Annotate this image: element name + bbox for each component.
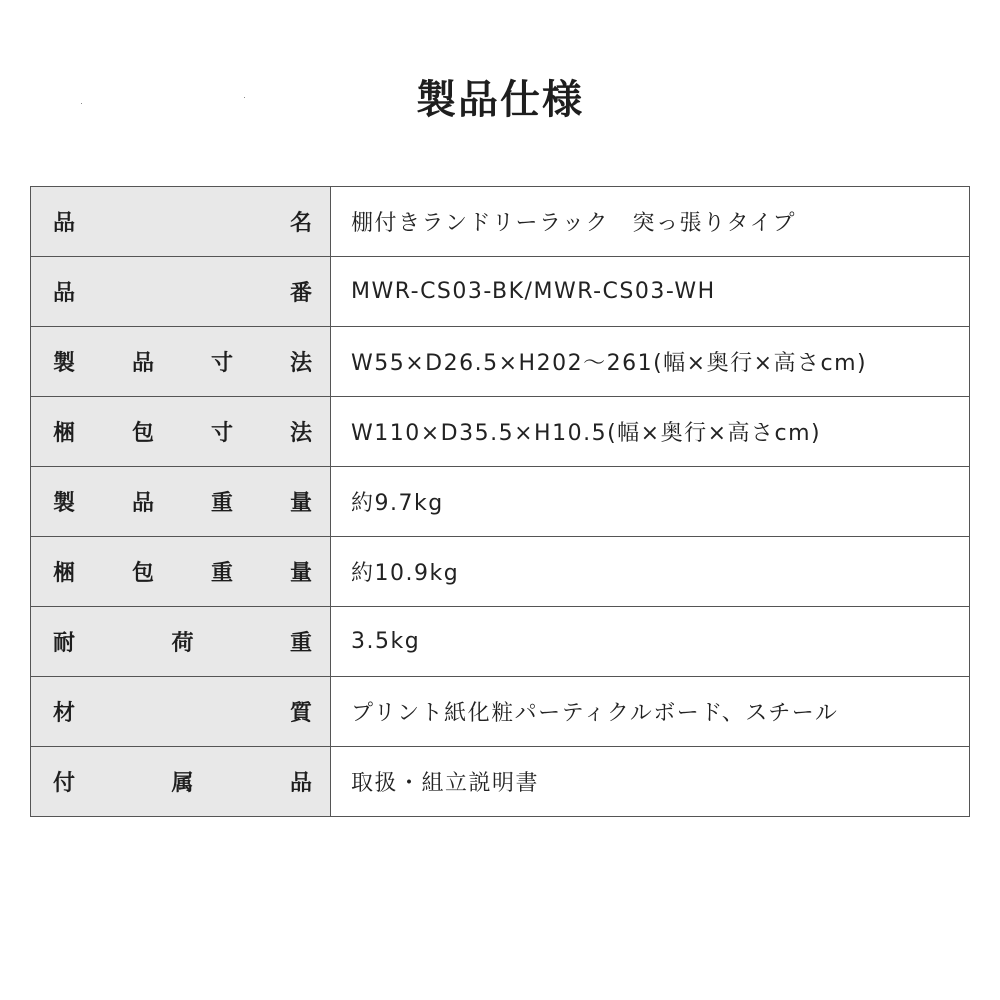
spec-label-char: 品 xyxy=(131,351,154,376)
spec-label-char: 包 xyxy=(131,421,154,446)
spec-value: MWR-CS03-BK/MWR-CS03-WH xyxy=(331,257,970,327)
spec-label xyxy=(31,276,330,307)
spec-label-char: 付 xyxy=(53,771,76,796)
spec-label-char: 寸 xyxy=(210,351,233,376)
spec-label-cell xyxy=(31,397,331,467)
spec-value: 3.5kg xyxy=(331,607,970,677)
spec-label-char: 量 xyxy=(289,491,312,516)
spec-label xyxy=(31,556,330,587)
spec-label-cell xyxy=(31,327,331,397)
spec-label-cell xyxy=(31,677,331,747)
spec-value: 棚付きランドリーラック 突っ張りタイプ xyxy=(331,187,970,257)
spec-label-char: 法 xyxy=(289,421,312,446)
spec-label-char: 属 xyxy=(171,771,194,796)
spec-label-char: 質 xyxy=(289,701,312,726)
spec-label-char: 包 xyxy=(131,561,154,586)
spec-label-char: 荷 xyxy=(171,631,194,656)
spec-row xyxy=(31,747,970,817)
spec-label-char: 寸 xyxy=(210,421,233,446)
spec-label-char: 名 xyxy=(289,211,312,236)
spec-value: 取扱・組立説明書 xyxy=(331,747,970,817)
spec-row xyxy=(31,327,970,397)
spec-label-cell xyxy=(31,257,331,327)
spec-label xyxy=(31,346,330,377)
spec-label xyxy=(31,766,330,797)
spec-row xyxy=(31,677,970,747)
spec-row xyxy=(31,467,970,537)
page-title: 製品仕様 xyxy=(416,77,584,123)
spec-label xyxy=(31,696,330,727)
spec-label-char: 量 xyxy=(289,561,312,586)
spec-value: W110×D35.5×H10.5(幅×奥行×高さcm) xyxy=(331,397,970,467)
spec-label-char: 重 xyxy=(210,561,233,586)
spec-label-cell xyxy=(31,537,331,607)
spec-label-char: 梱 xyxy=(53,421,76,446)
spec-value: W55×D26.5×H202〜261(幅×奥行×高さcm) xyxy=(331,327,970,397)
spec-label-char: 重 xyxy=(210,491,233,516)
spec-label xyxy=(31,416,330,447)
spec-label-cell xyxy=(31,607,331,677)
spec-row xyxy=(31,537,970,607)
spec-label xyxy=(31,626,330,657)
spec-label-char: 耐 xyxy=(53,631,76,656)
spec-label-char: 品 xyxy=(131,491,154,516)
spec-label-char: 製 xyxy=(53,351,76,376)
spec-label-cell xyxy=(31,467,331,537)
spec-label xyxy=(31,486,330,517)
spec-label-char: 重 xyxy=(289,631,312,656)
spec-label-char: 製 xyxy=(53,491,76,516)
spec-label xyxy=(31,206,330,237)
spec-value: プリント紙化粧パーティクルボード、スチール xyxy=(331,677,970,747)
spec-label-char: 品 xyxy=(289,771,312,796)
spec-label-char: 品 xyxy=(53,281,76,306)
spec-label-char: 梱 xyxy=(53,561,76,586)
spec-row xyxy=(31,397,970,467)
spec-value: 約10.9kg xyxy=(331,537,970,607)
spec-label-cell xyxy=(31,187,331,257)
spec-label-char: 法 xyxy=(289,351,312,376)
spec-label-char: 材 xyxy=(53,701,76,726)
spec-value: 約9.7kg xyxy=(331,467,970,537)
spec-row xyxy=(31,257,970,327)
spec-label-cell xyxy=(31,747,331,817)
spec-label-char: 品 xyxy=(53,211,76,236)
spec-row xyxy=(31,607,970,677)
spec-table-body xyxy=(31,187,970,817)
spec-label-char: 番 xyxy=(289,281,312,306)
spec-row xyxy=(31,187,970,257)
spec-table xyxy=(30,186,970,817)
